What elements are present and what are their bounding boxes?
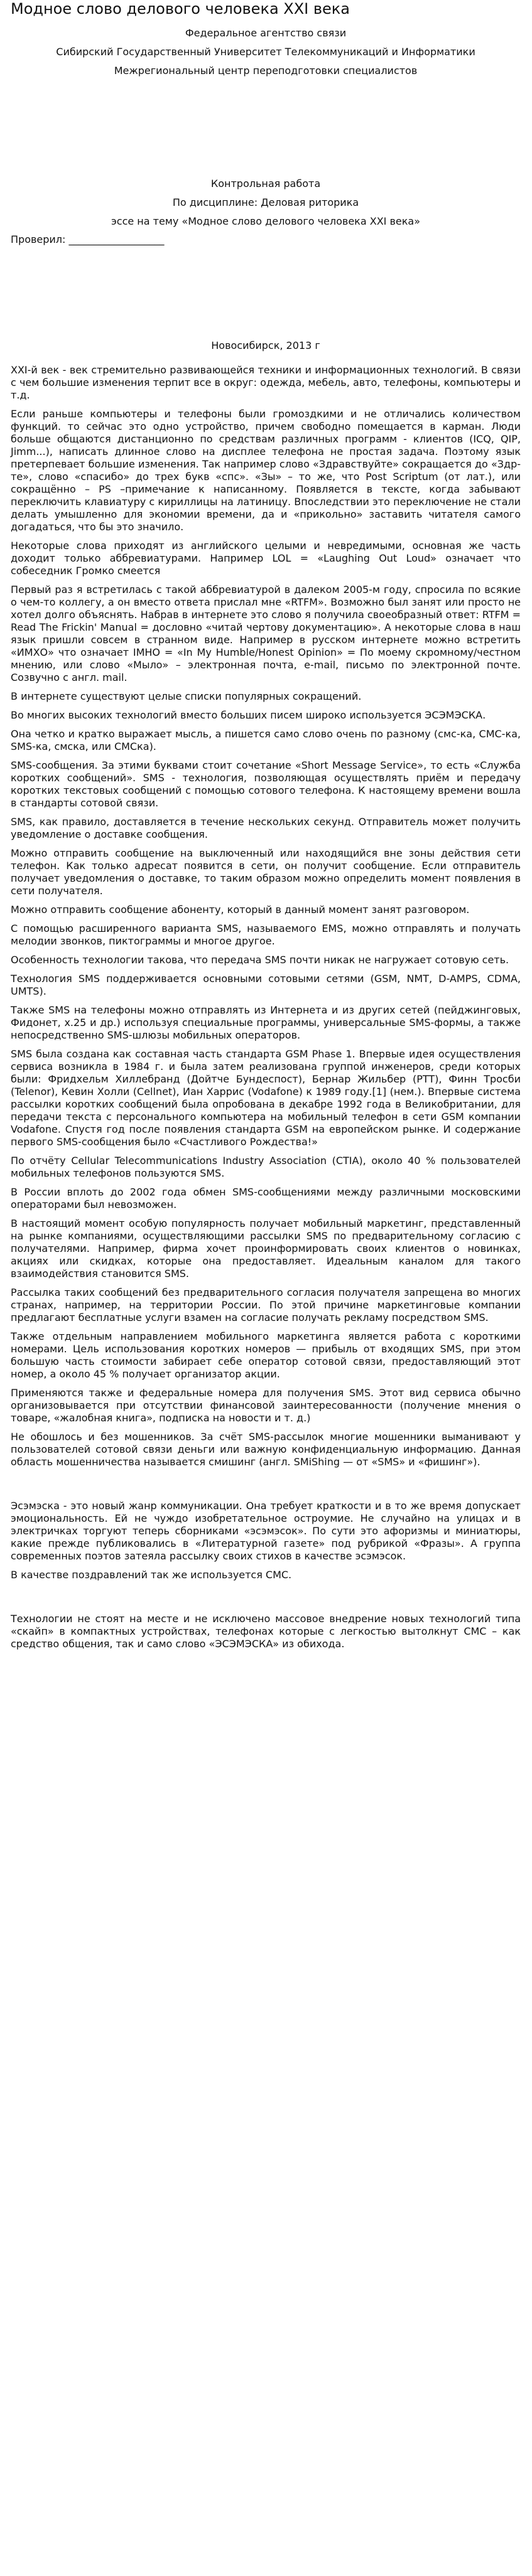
paragraph: С помощью расширенного варианта SMS, называемого EMS, можно отправлять и получать мелодии звонков, пиктограммы и многое другое.: [11, 922, 521, 947]
work-type: Контрольная работа: [210, 178, 321, 190]
paragraph: Она четко и кратко выражает мысль, а пишется само слово очень по разному (смс-ка, СМС-ка, SMS-ка, смска, или СМСка).: [11, 728, 521, 752]
paragraph: Можно отправить сообщение на выключенный или находящийся вне зоны действия сети телефон. Как только адресат появится в сети, он получит сообщение. Если отправитель получает уведомления о доставке, то таким образом можно определить момент появления в сети получателя.: [11, 847, 521, 897]
header-agency: Федеральное агентство связи: [185, 27, 347, 39]
paragraph: SMS была создана как составная часть стандарта GSM Phase 1. Впервые идея осуществления сервиса возникла в 1984 г. и была затем реализована группой инженеров, среди которых были: Фридхельм Хиллебранд (Дойтче Бундеспост), Бернар Жильбер (PTT), Финн Тросби (Telenor), Кевин Холли (Cellnet), Иан Харрис (Vodafone) к 1989 году.[1] (нем.). Впервые система рассылки коротких сообщений была опробована в декабре 1992 года в Великобритании, для передачи текста с персонального компьютера на мобильный телефон в сети GSM компании Vodafone. Спустя год после появления стандарта GSM на европейском рынке. И содержание первого SMS-сообщения было «Счастливого Рождества!»: [11, 1048, 521, 1148]
paragraph: Можно отправить сообщение абоненту, который в данный момент занят разговором.: [11, 904, 470, 916]
paragraph: Особенность технологии такова, что передача SMS почти никак не нагружает сотовую сеть.: [11, 954, 509, 966]
paragraph: Первый раз я встретилась с такой аббревиатурой в далеком 2005-м году, спросила по всякие о чем-то коллегу, а он вместо ответа прислал мне «RTFM». Возможно был занят или просто не хотел долго объяснять. Набрав в интернете это слово я получила своеобразный ответ: RTFM = Read The Frickin' Manual = дословно «читай чертову документацию». А некоторые слова в наш язык пришли совсем в странном виде. Например в русском интернете можно встретить «ИМХО» что означает IMHO = «In My Humble/Honest Opinion» = По моему скромному/честном мнению, или слово «Мыло» – электронная почта, e-mail, письмо по электронной почте. Созвучно с англ. mail.: [11, 584, 521, 683]
paragraph: В интернете существуют целые списки популярных сокращений.: [11, 690, 362, 702]
paragraph: SMS, как правило, доставляется в течение нескольких секунд. Отправитель может получить уведомление о доставке сообщения.: [11, 816, 521, 840]
paragraph: В России вплоть до 2002 года обмен SMS-сообщениями между различными московскими операторами был невозможен.: [11, 1186, 521, 1211]
checked-by: Проверил: ___________________: [11, 233, 165, 245]
paragraph: Эсэмэска - это новый жанр коммуникации. Она требует краткости и в то же время допускает эмоциональность. Ей не чуждо изобретательное остроумие. Не случайно на улицах и в электричках торгуют теперь сборниками «эсэмэсок». По сути это афоризмы и миниатюры, какие прежде публиковались в «Литературной газете» под рубрикой «Фразы». А группа современных поэтов затеяла рассылку своих стихов в качестве эсэмэсок.: [11, 1500, 521, 1562]
paragraph: SMS-сообщения. За этими буквами стоит сочетание «Short Message Service», то есть «Служба коротких сообщений». SMS - технология, позволяющая осуществлять приём и передачу коротких текстовых сообщений с помощью сотового телефона. К настоящему времени вошла в стандарты сотовой связи.: [11, 759, 521, 809]
header-university: Сибирский Государственный Университет Телекоммуникаций и Информатики: [56, 46, 475, 58]
paragraph: Рассылка таких сообщений без предварительного согласия получателя запрещена во многих странах, например, на территории России. По этой причине маркетинговые компании предлагают бесплатные услуги взамен на согласие получать рекламу посредством SMS.: [11, 1286, 521, 1323]
document: [11, 0, 521, 1650]
paragraph: Не обошлось и без мошенников. За счёт SMS-рассылок многие мошенники выманивают у пользователей сотовой связи деньги или важную конфиденциальную информацию. Данная область мошенничества называется смишинг (англ. SMiShing — от «SMS» и «фишинг»).: [11, 1431, 521, 1468]
paragraph: Также отдельным направлением мобильного маркетинга является работа с короткими номерами. Цель использования коротких номеров — прибыль от входящих SMS, при этом большую часть стоимости забирает себе оператор сотовой связи, предоставляющий этот номер, а около 45 % получает организатор акции.: [11, 1330, 521, 1380]
discipline: По дисциплине: Деловая риторика: [172, 196, 359, 208]
paragraph: По отчёту Cellular Telecommunications Industry Association (CTIA), около 40 % пользователей мобильных телефонов пользуются SMS.: [11, 1155, 521, 1179]
paragraph: В настоящий момент особую популярность получает мобильный маркетинг, представленный на рынке компаниями, осуществляющими рассылки SMS по предварительному согласию с получателями. Например, фирма хочет проинформировать своих клиентов о новинках, акциях или скидках, которые она предоставляет. Идеальным каналом для такого взаимодействия становится SMS.: [11, 1217, 521, 1280]
paragraph: XXI-й век - век стремительно развивающейся техники и информационных технологий. В связи с чем большие изменения терпит все в округ: одежда, мебель, авто, телефоны, компьютеры и т.д.: [11, 364, 521, 401]
paragraph: Если раньше компьютеры и телефоны были громоздкими и не отличались количеством функций. то сейчас это одно устройство, причем свободно помещается в карман. Люди больше общаются дистанционно по средствам различных программ - клиентов (ICQ, QIP, Jimm...), написать длинное слово на дисплее телефона не простая задача. Поэтому язык претерпевает большие изменения. Так например слово «Здравствуйте» сокращается до «Здр-те», слово «спасибо» до трех букв «спс». «Зы» – то же, что Post Scriptum (от лат.), или сокращённо – PS –примечание к написанному. Появляется в тексте, когда забывают переключить клавиатуру с кириллицы на латиницу. Впоследствии это переключение не стали делать умышленно для экономии времени, да и «прикольно» заставить читателя самого догадаться, что бы это значило.: [11, 408, 521, 533]
document-title: Модное слово делового человека XXI века: [11, 0, 350, 18]
paragraph: В качестве поздравлений так же используется СМС.: [11, 1569, 292, 1581]
paragraph: Некоторые слова приходят из английского целыми и невредимыми, основная же часть доходит только аббревиатурами. Например LOL = «Laughing Out Loud» означает что собеседник Громко смеется: [11, 540, 521, 577]
essay-topic: эссе на тему «Модное слово делового человека XXI века»: [111, 215, 420, 227]
paragraph: Технологии не стоят на месте и не исключено массовое внедрение новых технологий типа «скайп» в компактных устройствах, телефонах которые с легкостью вытолкнут СМС – как средство общения, так и само слово «ЭСЭМЭСКА» из обихода.: [11, 1613, 521, 1650]
city-year: Новосибирск, 2013 г: [211, 339, 320, 351]
paragraph: Технология SMS поддерживается основными сотовыми сетями (GSM, NMT, D-AMPS, CDMA, UMTS).: [11, 973, 521, 997]
paragraph: Применяются также и федеральные номера для получения SMS. Этот вид сервиса обычно организовывается при отсутствии финансовой заинтересованности (получение мнения о товаре, «жалобная книга», подписка на новости и т. д.): [11, 1387, 521, 1424]
paragraph: Во многих высоких технологий вместо больших писем широко используется ЭСЭМЭСКА.: [11, 709, 486, 721]
paragraph: Также SMS на телефоны можно отправлять из Интернета и из других сетей (пейджинговых, Фидонет, x.25 и др.) используя специальные программы, универсальные SMS-формы, а также непосредственно SMS-шлюзы мобильных операторов.: [11, 1004, 521, 1041]
header-center: Межрегиональный центр переподготовки специалистов: [114, 65, 418, 77]
